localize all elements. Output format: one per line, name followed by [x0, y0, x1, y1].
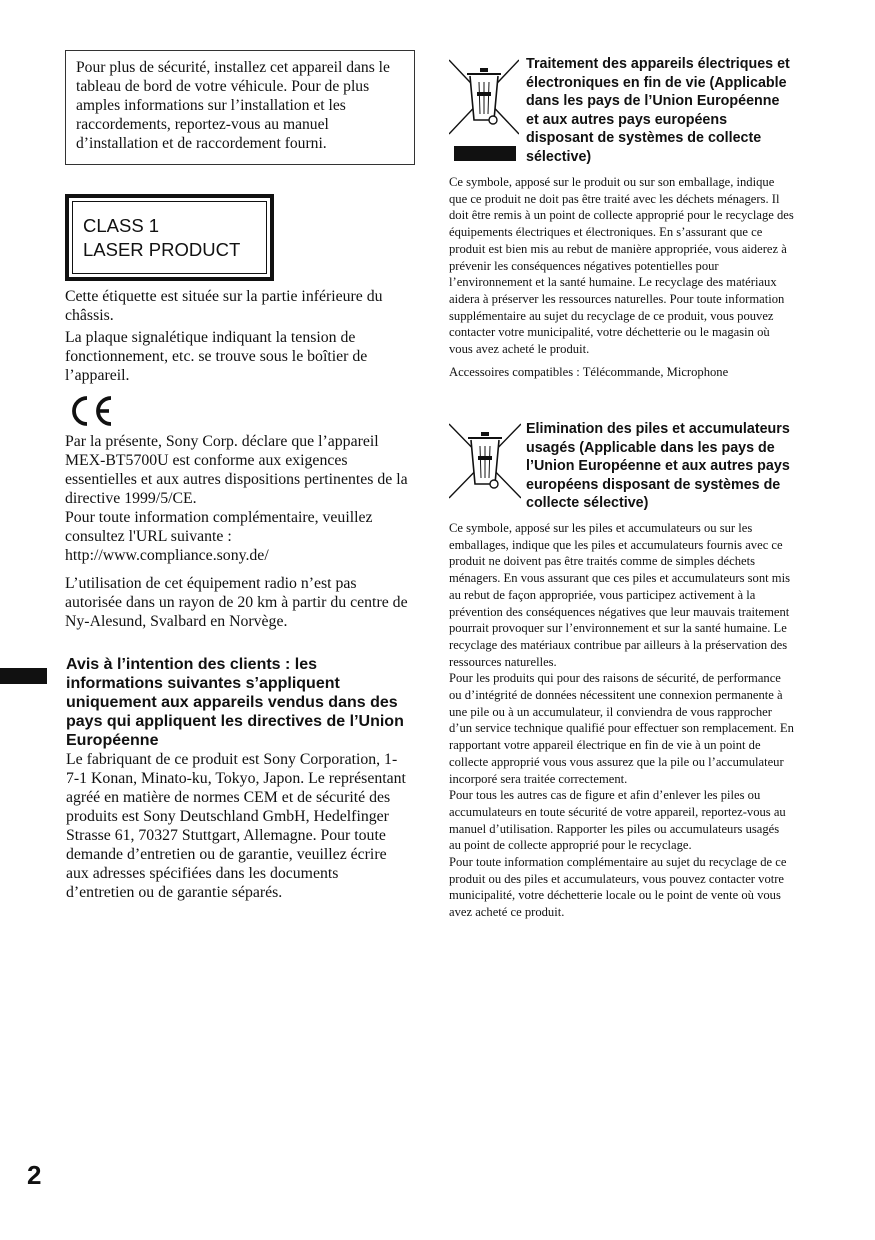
- eu-notice-body: Le fabriquant de ce produit est Sony Corporation, 1-7-1 Konan, Minato-ku, Tokyo, Japon. Le représentant agréé en matière de normes CEM et de sécurité des produits est Sony Deutschland GmbH, Hedelfinger Strasse 61, 70327 Stuttgart, Allemagne. Pour toute demande d’entretien ou de garantie, veuillez écrire aux adresses spécifiées dans les documents d’entretien ou de garantie séparés.: [66, 751, 406, 901]
- laser-label-line2: LASER PRODUCT: [83, 239, 241, 260]
- declaration-url: http://www.compliance.sony.de/: [65, 547, 269, 564]
- radio-restriction-text: L’utilisation de cet équipement radio n’est pas autorisée dans un rayon de 20 km à partir du centre de Ny-Alesund, Svalbard en Norvège.: [65, 575, 408, 630]
- declaration-text: Par la présente, Sony Corp. déclare que l’appareil MEX-BT5700U est conforme aux exigences essentielles et aux autres dispositions pertinentes de la directive 1999/5/CE.: [65, 433, 408, 507]
- radio-restriction: [65, 574, 415, 631]
- laser-product-label: [65, 194, 274, 281]
- battery-paragraph-4: Pour toute information complémentaire au sujet du recyclage de ce produit ou des piles et accumulateurs, vous pouvez contacter votre municipalité, votre déchetterie locale ou le point de vente où vous avez acheté ce produit.: [449, 855, 787, 920]
- battery-section: [449, 520, 794, 921]
- laser-label-inner-border: [72, 201, 267, 274]
- nameplate-text: La plaque signalétique indiquant la tension de fonctionnement, etc. se trouve sous le boîtier de l’appareil.: [65, 329, 368, 384]
- laser-label-line1: CLASS 1: [83, 215, 160, 236]
- label-info: [65, 287, 415, 385]
- battery-paragraph-3: Pour tous les autres cas de figure et afin d’enlever les piles ou accumulateurs en toute sécurité de votre appareil, reportez-vous au manuel d’utilisation. Rapporter les piles ou accumulateurs usagés au point de collecte approprié pour le recyclage.: [449, 788, 786, 853]
- section-tab-marker: [0, 668, 47, 684]
- weee-heading: Traitement des appareils électriques et électroniques en fin de vie (Applicable dans les pays de l’Union Européenne et aux autres pays européens disposant de systèmes de collecte sélective): [526, 56, 790, 165]
- install-notice-text: Pour plus de sécurité, installez cet appareil dans le tableau de bord de votre véhicule. Pour de plus amples informations sur l’installation et les raccordements, reportez-vous au manuel d’installation et de raccordement fourni.: [76, 59, 390, 152]
- battery-heading: Elimination des piles et accumulateurs usagés (Applicable dans les pays de l’Union Européenne et aux autres pays européens disposant de systèmes de collecte sélective): [526, 421, 790, 512]
- eu-notice: [66, 655, 406, 902]
- label-location-text: Cette étiquette est située sur la partie inférieure du châssis.: [65, 288, 383, 324]
- accessories-text: Accessoires compatibles : Télécommande, Microphone: [449, 364, 729, 379]
- ce-mark-icon: [67, 394, 117, 433]
- battery-bin-icon: [449, 422, 521, 515]
- weee-body: Ce symbole, apposé sur le produit ou sur son emballage, indique que ce produit ne doit pas être traité avec les déchets ménagers. Il doit être remis à un point de collecte approprié pour le recyclage des équipements électriques et électroniques. En s’assurant que ce produit est bien mis au rebut de manière appropriée, vous aiderez à prévenir les conséquences négatives potentielles pour l’environnement et la santé humaine. Le recyclage des matériaux aidera à préserver les ressources naturelles. Pour toute information supplémentaire au sujet du recyclage de ce produit, vous pouvez contacter votre municipalité, votre déchetterie ou le magasin où vous avez acheté le produit.: [449, 175, 794, 357]
- declaration: [65, 432, 415, 565]
- eu-notice-heading: Avis à l’intention des clients : les informations suivantes s’appliquent uniquement aux appareils vendus dans des pays qui appliquent les directives de l’Union Européenne: [66, 656, 404, 749]
- battery-paragraph-1: Ce symbole, apposé sur les piles et accumulateurs ou sur les emballages, indique que les piles et accumulateurs fournis avec ce produit ne doivent pas être traités comme de simples déchets ménagers. En vous assurant que ces piles et accumulateurs sont mis au rebut de façon appropriée, vous participez activement à la prévention des conséquences négatives que leur mauvais traitement pourrait provoquer sur l’environnement et sur la santé humaine. Le recyclage des matériaux contribue par ailleurs à la préservation des ressources naturelles.: [449, 521, 790, 669]
- weee-bin-icon: [449, 56, 519, 167]
- declaration-url-intro: Pour toute information complémentaire, veuillez consultez l'URL suivante :: [65, 509, 373, 545]
- battery-paragraph-2: Pour les produits qui pour des raisons de sécurité, de performance ou d’intégrité de données nécessitent une connexion permanente à une pile ou à un accumulateur, il conviendra de vous rapprocher d’un service technique qualifié pour effectuer son remplacement. En rapportant votre appareil électrique en fin de vie à un point de collecte approprié vous vous assurez que la pile ou l’accumulateur incorporé sera traitée correctement.: [449, 671, 794, 786]
- page-number: 2: [27, 1160, 42, 1190]
- install-notice-box: [65, 50, 415, 165]
- weee-section: [449, 174, 794, 380]
